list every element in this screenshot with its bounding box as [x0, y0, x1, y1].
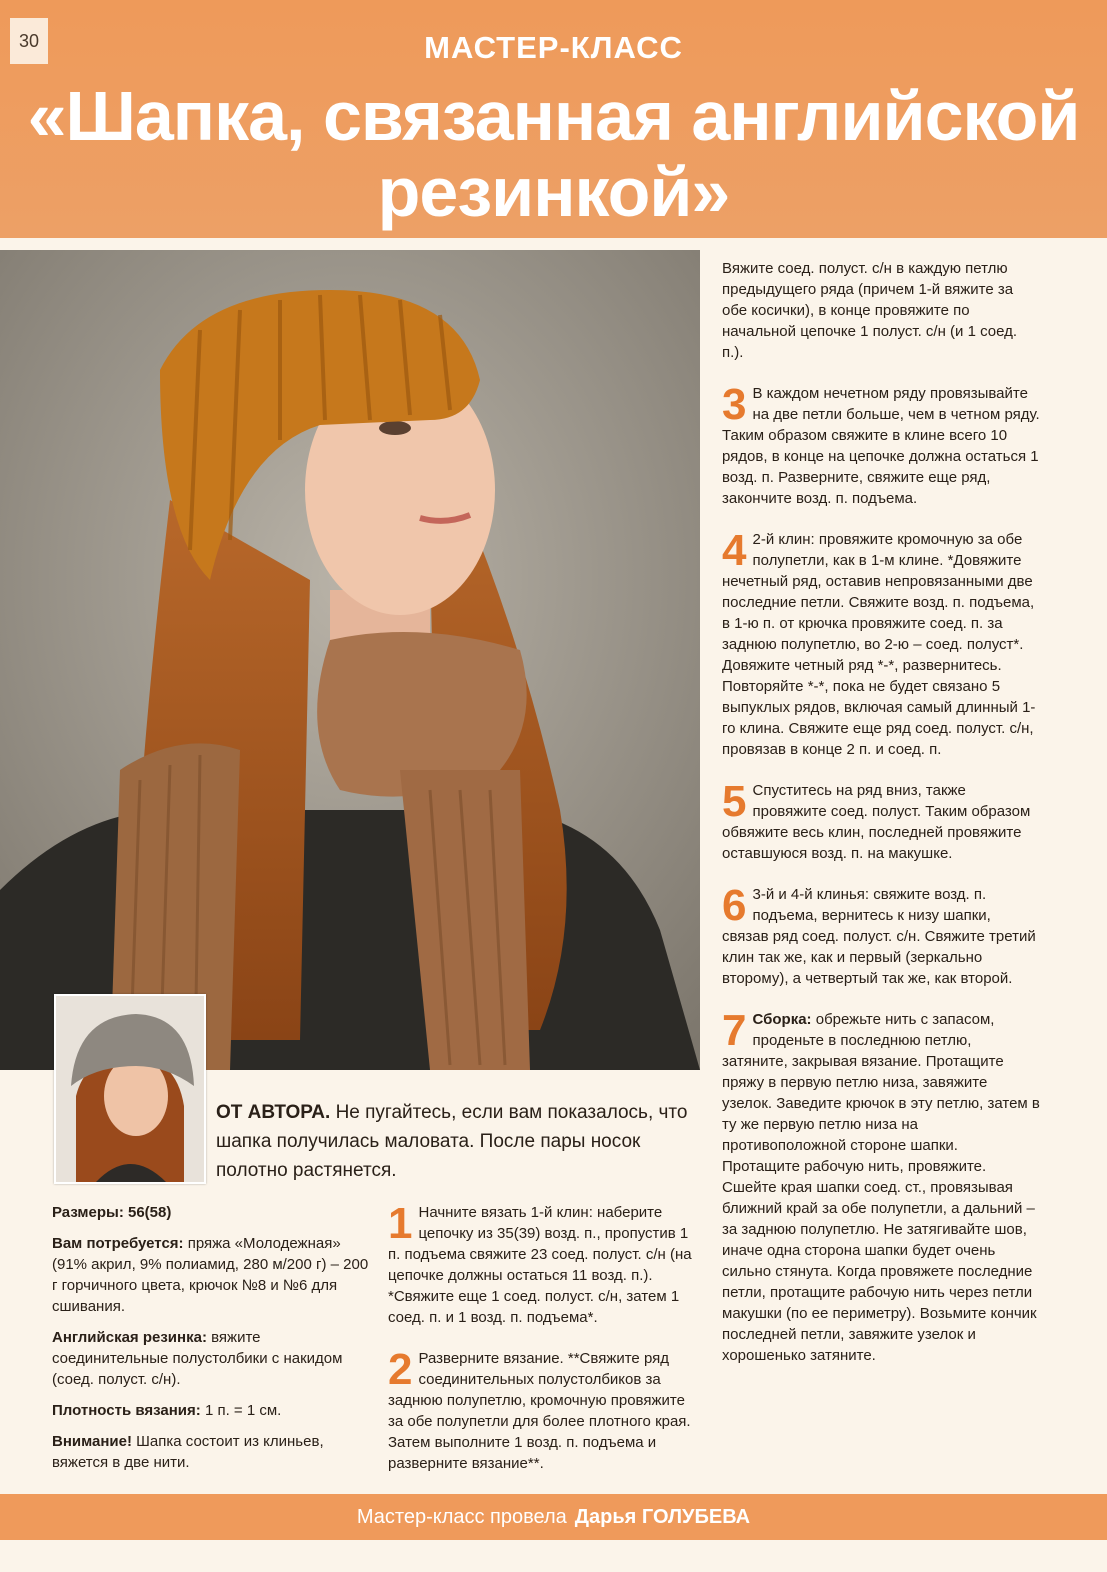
- step-6: [722, 881, 1040, 989]
- gauge: [52, 1400, 370, 1421]
- woman-in-knitted-hat-and-scarf-photo: [0, 250, 700, 1070]
- step-text: В каждом нечетном ряду провязывайте на две петли больше, чем в четном ряду. Таким образом свяжите в клине всего 10 рядов, в конце на цепочке должна остаться 1 возд. п. Разверните, свяжите еще ряд, закончите возд. п. подъема.: [722, 385, 1040, 507]
- author-note-text: Не пугайтесь, если вам показалось, что шапка получилась маловата. После пары носок полотно растянется.: [216, 1102, 688, 1181]
- main-photo: [0, 250, 700, 1070]
- attention-note: [52, 1431, 370, 1473]
- footer-credit: [0, 1494, 1107, 1540]
- rib-text: вяжите соединительные полустолбики с накидом (соед. полуст. с/н).: [52, 1329, 343, 1388]
- step-number: 5: [722, 777, 747, 826]
- steps-column-right: [722, 258, 1040, 1386]
- header-banner: [0, 0, 1107, 238]
- rib-stitch: [52, 1327, 370, 1390]
- step-number: 6: [722, 881, 747, 930]
- step-1: [388, 1199, 700, 1328]
- step-3: [722, 380, 1040, 509]
- step-4: [722, 526, 1040, 760]
- steps-column-middle: [388, 1199, 700, 1494]
- title-line-2: резинкой»: [377, 153, 730, 231]
- materials-text: пряжа «Молодежная» (91% акрил, 9% полиамид, 280 м/200 г) – 200 г горчичного цвета, крючок №8 и №6 для сшивания.: [52, 1235, 369, 1315]
- step-label: Сборка:: [752, 1011, 812, 1028]
- materials: [52, 1233, 370, 1317]
- title-line-1: «Шапка, связанная английской: [27, 77, 1080, 155]
- step-2-continued: Вяжите соед. полуст. с/н в каждую петлю предыдущего ряда (причем 1-й вяжите за обе косички), в конце провяжите по начальной цепочке 1 полуст. с/н (и 1 соед. п.).: [722, 260, 1018, 361]
- step-text: обрежьте нить с запасом, проденьте в последнюю петлю, затяните, закрывая вязание. Протащите пряжу в первую петлю низа, завяжите узелок. Заведите крючок в эту петлю, затем в ту же первую петлю низа на противоположной стороне шапки. Протащите рабочую нить, провяжите. Сшейте края шапки соед. ст., провязывая ближний край за обе полупетли, а дальний – за заднюю полупетлю. Не затягивайте шов, иначе одна сторона шапки будет очень сильно стянута. Когда провяжете последние петли, протащите рабочую нить через петли макушки (по ее периметру). Возьмите кончик последней петли, завяжите узелок и хорошенько затяните.: [722, 1011, 1040, 1364]
- page-number: 30: [10, 18, 48, 64]
- step-number: 7: [722, 1006, 747, 1055]
- credit-prefix: Мастер-класс провела: [356, 1505, 567, 1528]
- step-2: [388, 1345, 700, 1474]
- density-text: 1 п. = 1 см.: [204, 1402, 282, 1419]
- step-text: Начните вязать 1-й клин: наберите цепочку из 35(39) возд. п., пропустив 1 п. подъема свяжите 23 соед. полуст. с/н (на цепочке должны остаться 11 возд. п.). *Свяжите еще 1 соед. полуст. с/н, затем 1 соед. п. и 1 возд. п. подъема*.: [388, 1204, 692, 1326]
- materials-label: Вам потребуется:: [52, 1235, 184, 1252]
- specs-column: [52, 1202, 370, 1483]
- step-number: 1: [388, 1199, 413, 1248]
- step-number: 3: [722, 380, 747, 429]
- article-title: [0, 78, 1107, 230]
- density-label: Плотность вязания:: [52, 1402, 201, 1419]
- inset-photo: [54, 994, 206, 1184]
- note-label: Внимание!: [52, 1433, 132, 1450]
- step-7: [722, 1006, 1040, 1366]
- step-text: Спуститесь на ряд вниз, также провяжите соед. полуст. Таким образом обвяжите весь клин, последней провяжите оставшуюся возд. п. на макушке.: [722, 782, 1031, 862]
- woman-in-bucket-hat-photo: [56, 996, 204, 1182]
- section-kicker: МАСТЕР-КЛАСС: [424, 30, 683, 65]
- step-5: [722, 777, 1040, 864]
- step-text: 3-й и 4-й клинья: свяжите возд. п. подъема, вернитесь к низу шапки, связав ряд соед. полуст. с/н. Свяжите третий клин так же, как и первый (зеркально второму), а четвертый так же, как второй.: [722, 886, 1036, 987]
- step-number: 2: [388, 1345, 413, 1394]
- author-name: Дарья ГОЛУБЕВА: [574, 1505, 751, 1528]
- step-text: Разверните вязание. **Свяжите ряд соединительных полустолбиков за заднюю полупетлю, кромочную провяжите за обе полупетли для более плотного края. Затем выполните 1 возд. п. подъема и разверните вязание**.: [388, 1350, 691, 1472]
- step-text: 2-й клин: провяжите кромочную за обе полупетли, как в 1-м клине. *Довяжите нечетный ряд, оставив непровязанными две последние петли. Свяжите возд. п. подъема, в 1-ю п. от крючка провяжите соед. п. за заднюю полупетлю, во 2-ю – соед. полуст*. Довяжите четный ряд *-*, развернитесь. Повторяйте *-*, пока не будет связано 5 выпуклых рядов, включая самый длинный 1-го клина. Свяжите еще ряд соед. полуст. с/н, провязав в конце 2 п. и соед. п.: [722, 531, 1036, 758]
- author-note-label: ОТ АВТОРА.: [216, 1102, 331, 1123]
- step-number: 4: [722, 526, 747, 575]
- author-note: [216, 1098, 696, 1185]
- sizes: Размеры: 56(58): [52, 1204, 172, 1221]
- note-text: Шапка состоит из клиньев, вяжется в две нити.: [52, 1433, 324, 1471]
- rib-label: Английская резинка:: [52, 1329, 207, 1346]
